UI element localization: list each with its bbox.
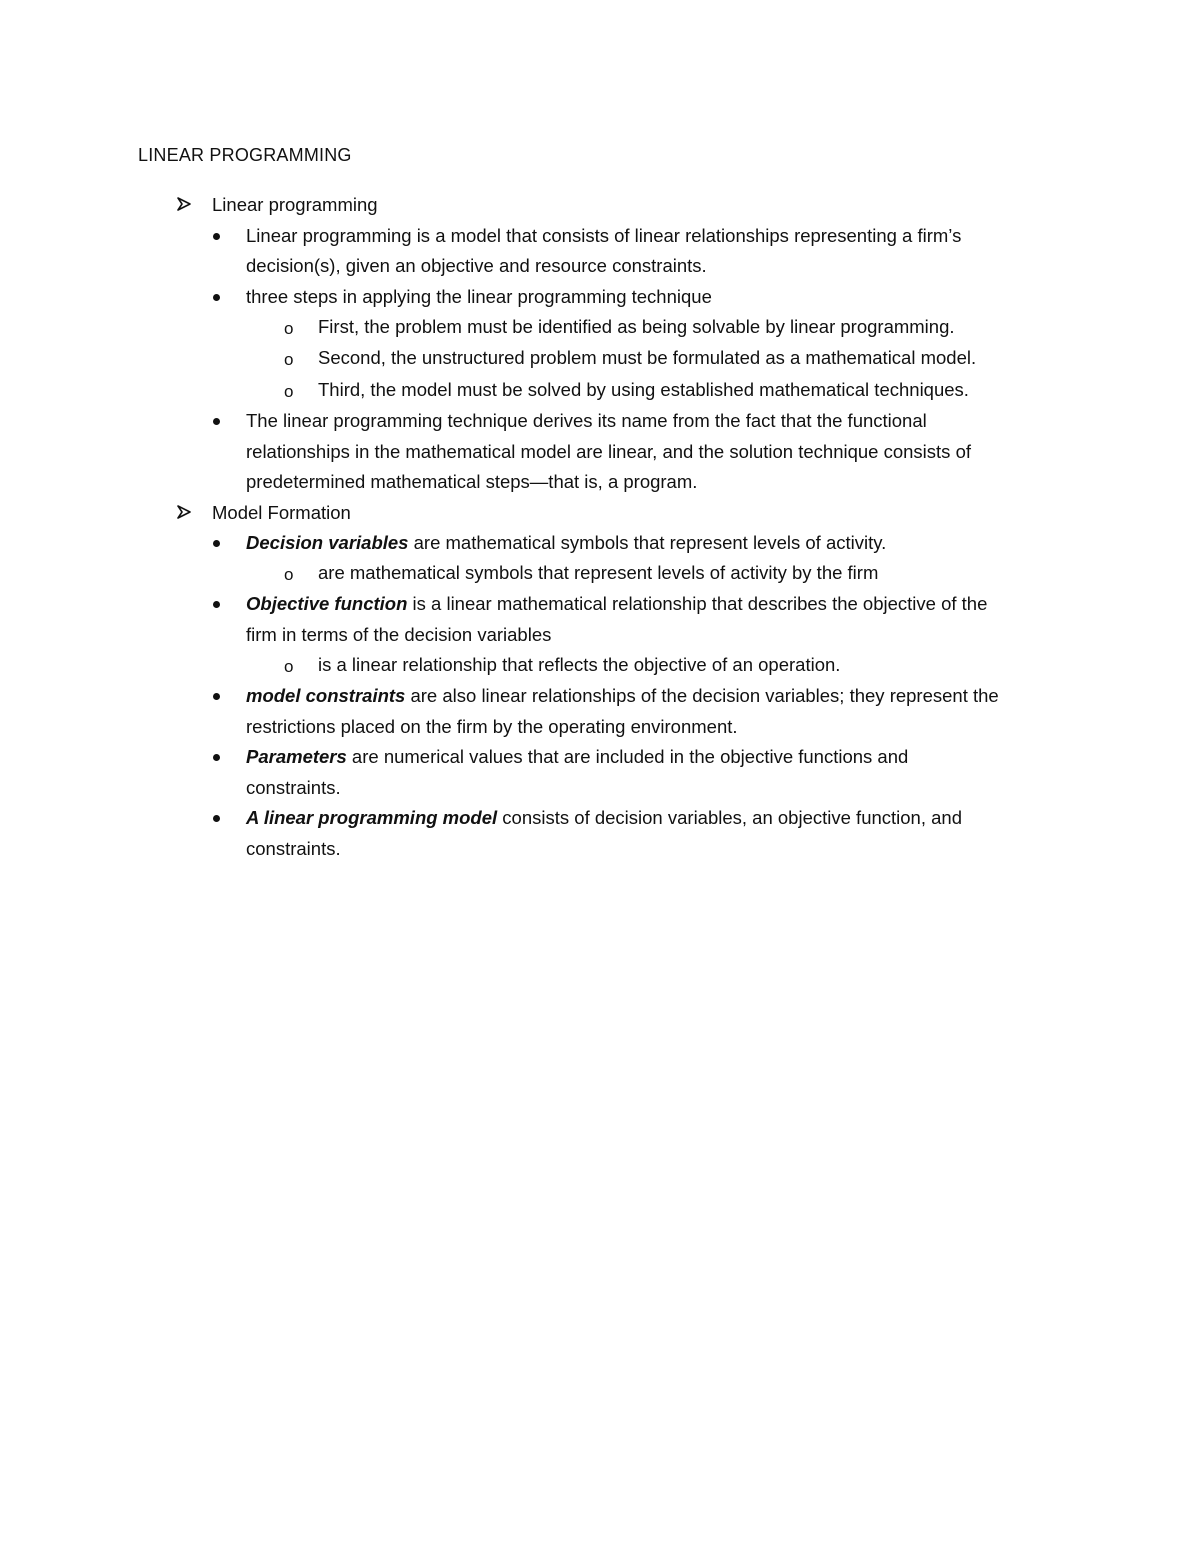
term-linear-programming-model: A linear programming model: [246, 807, 498, 828]
term-objective-function: Objective function: [246, 593, 408, 614]
list-item-line: [246, 807, 962, 829]
term-model-constraints: model constraints: [246, 685, 406, 706]
definition-text: is a linear mathematical relationship that describes the objective of the: [407, 593, 988, 614]
bullet-icon: [213, 418, 220, 425]
sub-list-item: First, the problem must be identified as being solvable by linear programming.: [318, 316, 955, 337]
section-heading-model-formation: Model Formation: [212, 502, 351, 523]
list-item-line: restrictions placed on the firm by the operating environment.: [246, 716, 738, 737]
circle-bullet-icon: o: [284, 382, 294, 401]
list-item-line: [246, 593, 987, 615]
term-parameters: Parameters: [246, 746, 347, 767]
list-item-line: predetermined mathematical steps—that is, a program.: [246, 471, 698, 492]
bullet-icon: [213, 601, 220, 608]
list-item-line: relationships in the mathematical model are linear, and the solution technique consists of: [246, 441, 972, 462]
circle-bullet-icon: o: [284, 350, 294, 369]
list-item-line: decision(s), given an objective and resource constraints.: [246, 255, 707, 276]
sub-list-item: Third, the model must be solved by using established mathematical techniques.: [318, 379, 969, 400]
term-decision-variables: Decision variables: [246, 532, 409, 553]
list-item-line: constraints.: [246, 777, 341, 798]
section-heading-linear-programming: Linear programming: [212, 194, 378, 215]
arrow-bullet-icon: [176, 196, 192, 212]
list-item-line: [246, 746, 908, 768]
definition-text: are numerical values that are included in the objective functions and: [346, 746, 909, 767]
definition-text: consists of decision variables, an objective function, and: [497, 807, 962, 828]
circle-bullet-icon: o: [284, 657, 294, 676]
list-item-line: [246, 685, 999, 707]
definition-text: are also linear relationships of the decision variables; they represent the: [405, 685, 999, 706]
bullet-icon: [213, 693, 220, 700]
list-item-line: constraints.: [246, 838, 341, 859]
bullet-icon: [213, 540, 220, 547]
definition-text: are mathematical symbols that represent levels of activity.: [408, 532, 887, 553]
bullet-icon: [213, 233, 220, 240]
bullet-icon: [213, 294, 220, 301]
document-title: LINEAR PROGRAMMING: [138, 145, 352, 165]
sub-list-item: is a linear relationship that reflects the objective of an operation.: [318, 654, 841, 675]
circle-bullet-icon: o: [284, 319, 294, 338]
list-item-line: three steps in applying the linear programming technique: [246, 286, 712, 307]
list-item-line: [246, 532, 886, 554]
circle-bullet-icon: o: [284, 565, 294, 584]
arrow-bullet-icon: [176, 504, 192, 520]
list-item-line: The linear programming technique derives its name from the fact that the functional: [246, 410, 927, 431]
sub-list-item: are mathematical symbols that represent levels of activity by the firm: [318, 562, 879, 583]
bullet-icon: [213, 754, 220, 761]
sub-list-item: Second, the unstructured problem must be formulated as a mathematical model.: [318, 347, 977, 368]
bullet-icon: [213, 815, 220, 822]
list-item-line: Linear programming is a model that consists of linear relationships representing a firm’s: [246, 225, 962, 246]
list-item-line: firm in terms of the decision variables: [246, 624, 552, 645]
